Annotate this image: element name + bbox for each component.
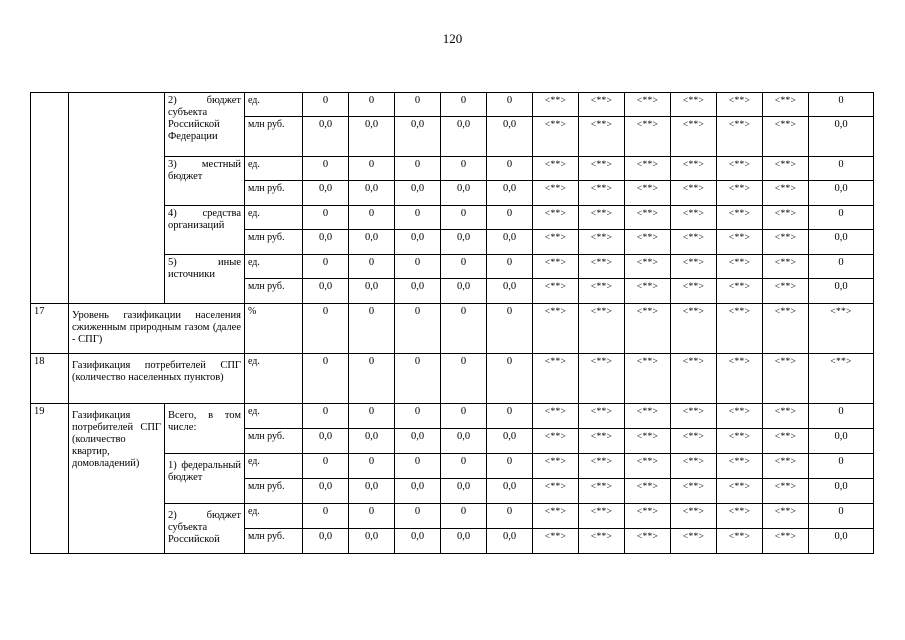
value-cell: 0,0 xyxy=(395,429,441,454)
value-cell: 0 xyxy=(303,157,349,181)
undefined-value-cell: <**> xyxy=(763,454,809,479)
value-cell: 0 xyxy=(395,157,441,181)
undefined-value-cell: <**> xyxy=(671,354,717,404)
undefined-value-cell: <**> xyxy=(579,181,625,206)
total-cell: 0 xyxy=(809,454,874,479)
undefined-value-cell: <**> xyxy=(717,529,763,554)
total-cell: 0,0 xyxy=(809,181,874,206)
funding-source-label: Всего, в том числе: xyxy=(165,404,245,454)
undefined-value-cell: <**> xyxy=(671,93,717,117)
undefined-value-cell: <**> xyxy=(533,479,579,504)
value-cell: 0 xyxy=(395,454,441,479)
undefined-value-cell: <**> xyxy=(533,157,579,181)
value-cell: 0 xyxy=(487,404,533,429)
indicator-label: Уровень газификации населения сжиженным природным газом (далее - СПГ) xyxy=(69,304,245,354)
undefined-value-cell: <**> xyxy=(625,206,671,230)
value-cell: 0 xyxy=(395,206,441,230)
undefined-value-cell: <**> xyxy=(717,304,763,354)
unit-cell: ед. xyxy=(245,255,303,279)
undefined-value-cell: <**> xyxy=(579,529,625,554)
undefined-value-cell: <**> xyxy=(625,157,671,181)
total-cell: 0,0 xyxy=(809,429,874,454)
value-cell: 0 xyxy=(349,304,395,354)
undefined-value-cell: <**> xyxy=(717,230,763,255)
total-cell: 0 xyxy=(809,157,874,181)
value-cell: 0 xyxy=(487,454,533,479)
undefined-value-cell: <**> xyxy=(625,304,671,354)
value-cell: 0,0 xyxy=(441,279,487,304)
indicator-label: Газификация потребителей СПГ (количество населенных пунктов) xyxy=(69,354,245,404)
value-cell: 0,0 xyxy=(395,529,441,554)
undefined-value-cell: <**> xyxy=(533,255,579,279)
unit-cell: млн руб. xyxy=(245,279,303,304)
value-cell: 0 xyxy=(349,504,395,529)
value-cell: 0 xyxy=(349,93,395,117)
unit-cell: млн руб. xyxy=(245,117,303,157)
unit-cell: ед. xyxy=(245,93,303,117)
value-cell: 0,0 xyxy=(303,117,349,157)
undefined-value-cell: <**> xyxy=(717,404,763,429)
undefined-value-cell: <**> xyxy=(625,230,671,255)
value-cell: 0,0 xyxy=(487,230,533,255)
unit-cell: млн руб. xyxy=(245,181,303,206)
value-cell: 0,0 xyxy=(395,117,441,157)
value-cell: 0,0 xyxy=(349,429,395,454)
value-cell: 0 xyxy=(441,454,487,479)
undefined-value-cell: <**> xyxy=(763,479,809,504)
value-cell: 0,0 xyxy=(349,117,395,157)
undefined-value-cell: <**> xyxy=(671,504,717,529)
total-cell: 0 xyxy=(809,255,874,279)
value-cell: 0,0 xyxy=(487,117,533,157)
undefined-value-cell: <**> xyxy=(671,181,717,206)
value-cell: 0,0 xyxy=(303,279,349,304)
value-cell: 0,0 xyxy=(441,181,487,206)
value-cell: 0 xyxy=(487,255,533,279)
value-cell: 0,0 xyxy=(303,230,349,255)
undefined-value-cell: <**> xyxy=(625,404,671,429)
value-cell: 0,0 xyxy=(487,429,533,454)
page-number: 120 xyxy=(442,31,463,46)
table-row xyxy=(31,93,874,117)
undefined-value-cell: <**> xyxy=(763,206,809,230)
undefined-value-cell: <**> xyxy=(717,429,763,454)
undefined-value-cell: <**> xyxy=(625,454,671,479)
undefined-value-cell: <**> xyxy=(717,279,763,304)
undefined-value-cell: <**> xyxy=(763,529,809,554)
undefined-value-cell: <**> xyxy=(717,157,763,181)
indicator-label: Газификация потребителей СПГ (количество квартир, домовладений) xyxy=(69,404,165,554)
unit-cell: ед. xyxy=(245,354,303,404)
undefined-value-cell: <**> xyxy=(533,206,579,230)
undefined-value-cell: <**> xyxy=(717,255,763,279)
value-cell: 0,0 xyxy=(349,279,395,304)
value-cell: 0 xyxy=(303,93,349,117)
unit-cell: млн руб. xyxy=(245,529,303,554)
funding-source-label: 3) местный бюджет xyxy=(165,157,245,206)
value-cell: 0,0 xyxy=(395,479,441,504)
undefined-value-cell: <**> xyxy=(671,304,717,354)
undefined-value-cell: <**> xyxy=(763,429,809,454)
value-cell: 0 xyxy=(487,304,533,354)
value-cell: 0,0 xyxy=(395,230,441,255)
undefined-value-cell: <**> xyxy=(533,454,579,479)
value-cell: 0,0 xyxy=(441,429,487,454)
undefined-value-cell: <**> xyxy=(671,157,717,181)
undefined-value-cell: <**> xyxy=(625,529,671,554)
value-cell: 0 xyxy=(441,304,487,354)
value-cell: 0,0 xyxy=(441,230,487,255)
undefined-value-cell: <**> xyxy=(717,206,763,230)
item-number-cell: 18 xyxy=(31,354,69,404)
undefined-value-cell: <**> xyxy=(671,404,717,429)
value-cell: 0 xyxy=(303,504,349,529)
undefined-value-cell: <**> xyxy=(625,255,671,279)
unit-cell: млн руб. xyxy=(245,230,303,255)
value-cell: 0 xyxy=(349,404,395,429)
undefined-value-cell: <**> xyxy=(763,181,809,206)
unit-cell: ед. xyxy=(245,454,303,479)
undefined-value-cell: <**> xyxy=(625,429,671,454)
value-cell: 0 xyxy=(487,93,533,117)
value-cell: 0 xyxy=(349,454,395,479)
undefined-value-cell: <**> xyxy=(671,255,717,279)
value-cell: 0 xyxy=(487,354,533,404)
value-cell: 0 xyxy=(441,93,487,117)
value-cell: 0,0 xyxy=(441,529,487,554)
value-cell: 0 xyxy=(395,255,441,279)
undefined-value-cell: <**> xyxy=(579,157,625,181)
value-cell: 0,0 xyxy=(487,279,533,304)
undefined-value-cell: <**> xyxy=(533,304,579,354)
value-cell: 0,0 xyxy=(349,479,395,504)
undefined-value-cell: <**> xyxy=(579,354,625,404)
funding-source-label: 1) федеральный бюджет xyxy=(165,454,245,504)
value-cell: 0 xyxy=(349,354,395,404)
undefined-value-cell: <**> xyxy=(763,255,809,279)
total-cell: <**> xyxy=(809,304,874,354)
funding-source-label: 4) средства организаций xyxy=(165,206,245,255)
undefined-value-cell: <**> xyxy=(717,504,763,529)
value-cell: 0,0 xyxy=(303,429,349,454)
funding-source-label: 5) иные источники xyxy=(165,255,245,304)
total-cell: <**> xyxy=(809,354,874,404)
value-cell: 0,0 xyxy=(303,479,349,504)
undefined-value-cell: <**> xyxy=(717,479,763,504)
total-cell: 0,0 xyxy=(809,279,874,304)
undefined-value-cell: <**> xyxy=(579,404,625,429)
item-number-cell: 17 xyxy=(31,304,69,354)
undefined-value-cell: <**> xyxy=(533,230,579,255)
value-cell: 0 xyxy=(303,454,349,479)
undefined-value-cell: <**> xyxy=(625,504,671,529)
undefined-value-cell: <**> xyxy=(717,354,763,404)
value-cell: 0 xyxy=(441,255,487,279)
undefined-value-cell: <**> xyxy=(533,404,579,429)
value-cell: 0 xyxy=(441,354,487,404)
total-cell: 0 xyxy=(809,404,874,429)
undefined-value-cell: <**> xyxy=(533,279,579,304)
undefined-value-cell: <**> xyxy=(579,93,625,117)
value-cell: 0,0 xyxy=(441,479,487,504)
value-cell: 0 xyxy=(487,157,533,181)
undefined-value-cell: <**> xyxy=(763,93,809,117)
value-cell: 0 xyxy=(303,255,349,279)
total-cell: 0 xyxy=(809,206,874,230)
undefined-value-cell: <**> xyxy=(579,454,625,479)
value-cell: 0 xyxy=(395,504,441,529)
undefined-value-cell: <**> xyxy=(579,279,625,304)
undefined-value-cell: <**> xyxy=(671,279,717,304)
value-cell: 0 xyxy=(487,504,533,529)
unit-cell: ед. xyxy=(245,157,303,181)
undefined-value-cell: <**> xyxy=(579,304,625,354)
undefined-value-cell: <**> xyxy=(671,479,717,504)
value-cell: 0,0 xyxy=(349,230,395,255)
undefined-value-cell: <**> xyxy=(625,279,671,304)
undefined-value-cell: <**> xyxy=(625,479,671,504)
value-cell: 0 xyxy=(395,304,441,354)
value-cell: 0 xyxy=(303,354,349,404)
value-cell: 0,0 xyxy=(487,181,533,206)
undefined-value-cell: <**> xyxy=(579,479,625,504)
undefined-value-cell: <**> xyxy=(671,529,717,554)
total-cell: 0,0 xyxy=(809,230,874,255)
undefined-value-cell: <**> xyxy=(579,230,625,255)
undefined-value-cell: <**> xyxy=(533,429,579,454)
undefined-value-cell: <**> xyxy=(533,117,579,157)
undefined-value-cell: <**> xyxy=(717,117,763,157)
undefined-value-cell: <**> xyxy=(717,181,763,206)
undefined-value-cell: <**> xyxy=(625,93,671,117)
value-cell: 0 xyxy=(395,354,441,404)
undefined-value-cell: <**> xyxy=(579,206,625,230)
value-cell: 0 xyxy=(441,157,487,181)
undefined-value-cell: <**> xyxy=(671,206,717,230)
value-cell: 0 xyxy=(303,304,349,354)
undefined-value-cell: <**> xyxy=(579,255,625,279)
value-cell: 0 xyxy=(395,404,441,429)
undefined-value-cell: <**> xyxy=(625,354,671,404)
value-cell: 0 xyxy=(349,255,395,279)
undefined-value-cell: <**> xyxy=(763,117,809,157)
unit-cell: млн руб. xyxy=(245,429,303,454)
undefined-value-cell: <**> xyxy=(533,354,579,404)
item-number-cell: 19 xyxy=(31,404,69,554)
value-cell: 0 xyxy=(349,157,395,181)
funding-source-label: 2) бюджет субъекта Российской Федерации xyxy=(165,93,245,157)
value-cell: 0 xyxy=(441,504,487,529)
value-cell: 0,0 xyxy=(487,479,533,504)
unit-cell: ед. xyxy=(245,404,303,429)
value-cell: 0,0 xyxy=(349,529,395,554)
total-cell: 0,0 xyxy=(809,479,874,504)
undefined-value-cell: <**> xyxy=(763,279,809,304)
table-row xyxy=(31,354,874,404)
value-cell: 0 xyxy=(441,206,487,230)
undefined-value-cell: <**> xyxy=(533,504,579,529)
undefined-value-cell: <**> xyxy=(763,354,809,404)
value-cell: 0,0 xyxy=(395,181,441,206)
undefined-value-cell: <**> xyxy=(763,230,809,255)
value-cell: 0,0 xyxy=(487,529,533,554)
undefined-value-cell: <**> xyxy=(579,429,625,454)
undefined-value-cell: <**> xyxy=(671,429,717,454)
undefined-value-cell: <**> xyxy=(533,181,579,206)
undefined-value-cell: <**> xyxy=(763,404,809,429)
undefined-value-cell: <**> xyxy=(579,117,625,157)
undefined-value-cell: <**> xyxy=(579,504,625,529)
unit-cell: ед. xyxy=(245,206,303,230)
unit-cell: млн руб. xyxy=(245,479,303,504)
value-cell: 0 xyxy=(349,206,395,230)
value-cell: 0,0 xyxy=(303,181,349,206)
value-cell: 0 xyxy=(395,93,441,117)
table-row xyxy=(31,404,874,429)
total-cell: 0,0 xyxy=(809,529,874,554)
unit-cell: % xyxy=(245,304,303,354)
undefined-value-cell: <**> xyxy=(763,304,809,354)
item-number-cell xyxy=(31,93,69,304)
value-cell: 0 xyxy=(303,404,349,429)
value-cell: 0 xyxy=(441,404,487,429)
undefined-value-cell: <**> xyxy=(625,117,671,157)
undefined-value-cell: <**> xyxy=(533,93,579,117)
undefined-value-cell: <**> xyxy=(671,117,717,157)
undefined-value-cell: <**> xyxy=(671,230,717,255)
undefined-value-cell: <**> xyxy=(533,529,579,554)
value-cell: 0,0 xyxy=(395,279,441,304)
value-cell: 0,0 xyxy=(303,529,349,554)
total-cell: 0 xyxy=(809,504,874,529)
item-label-cell xyxy=(69,93,165,304)
unit-cell: ед. xyxy=(245,504,303,529)
value-cell: 0,0 xyxy=(441,117,487,157)
undefined-value-cell: <**> xyxy=(717,93,763,117)
value-cell: 0 xyxy=(487,206,533,230)
undefined-value-cell: <**> xyxy=(625,181,671,206)
total-cell: 0 xyxy=(809,93,874,117)
undefined-value-cell: <**> xyxy=(763,504,809,529)
funding-source-label: 2) бюджет субъекта Российской xyxy=(165,504,245,554)
value-cell: 0 xyxy=(303,206,349,230)
undefined-value-cell: <**> xyxy=(717,454,763,479)
undefined-value-cell: <**> xyxy=(763,157,809,181)
undefined-value-cell: <**> xyxy=(671,454,717,479)
indicator-table xyxy=(30,92,874,554)
total-cell: 0,0 xyxy=(809,117,874,157)
value-cell: 0,0 xyxy=(349,181,395,206)
table-row xyxy=(31,304,874,354)
